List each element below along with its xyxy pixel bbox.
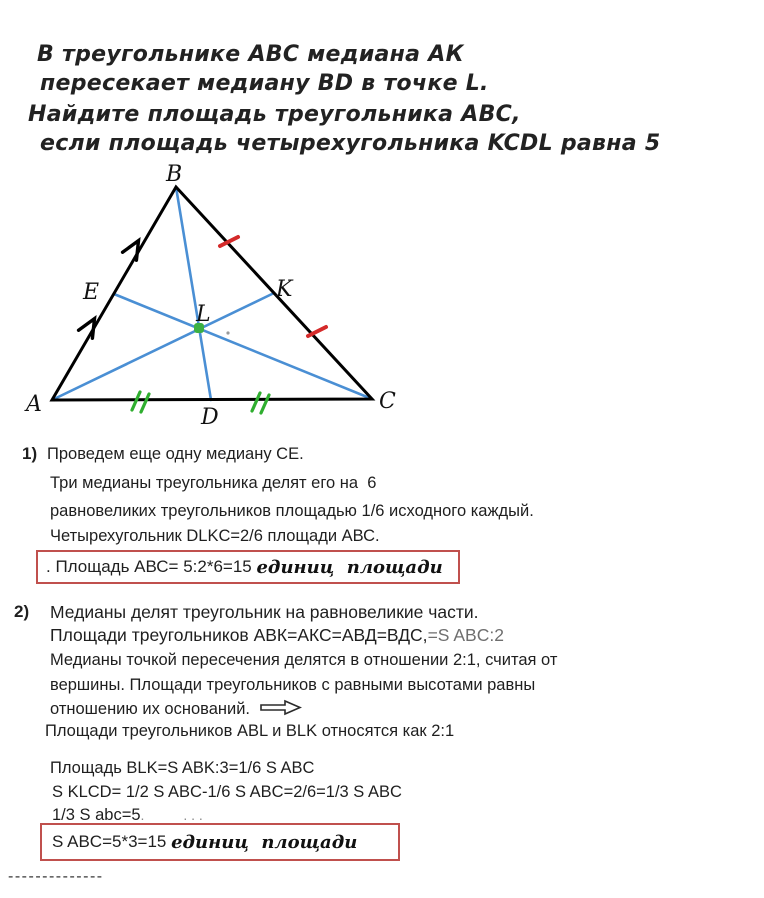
solution2-line-2-tail: =S ABC:2 <box>427 625 504 645</box>
solution1-line-1: Проведем еще одну медиану СЕ. <box>47 445 304 463</box>
label-a: A <box>26 392 42 417</box>
title-line-4: если площадь четырехугольника KCDL равна 5 <box>40 131 661 156</box>
triangle-sides <box>52 187 372 400</box>
triangle-diagram <box>0 150 450 435</box>
answer-box-2 <box>40 823 400 861</box>
solution2-line-4: вершины. Площади треугольников с равными высотами равны <box>50 676 536 694</box>
solution2-formula-3-text: 1/3 S abc=5 <box>52 806 141 824</box>
answer1-units: единиц площади <box>256 556 443 578</box>
solution2-line-3: Медианы точкой пересечения делятся в отношении 2:1, считая от <box>50 651 558 669</box>
title-line-2: пересекает медиану BD в точке L. <box>40 71 489 96</box>
stray-dot <box>226 331 229 334</box>
solution2-line-5 <box>50 699 302 719</box>
title-line-3: Найдите площадь треугольника АВС, <box>28 102 521 127</box>
label-l: L <box>196 302 211 327</box>
answer2-units: единиц площади <box>171 831 358 853</box>
solution1-number: 1) <box>22 444 38 463</box>
label-b: B <box>166 162 183 187</box>
solution2-formula-1: Площадь BLK=S ABK:3=1/6 S ABC <box>50 759 315 777</box>
median-ce <box>114 294 372 399</box>
solution2-line-6: Площади треугольников ABL и BLK относятся как 2:1 <box>45 722 455 740</box>
separator-dashes: -------------- <box>8 868 104 885</box>
label-e: E <box>83 280 100 305</box>
ad-tick-2 <box>141 394 149 412</box>
dc-tick-2 <box>261 395 269 413</box>
solution2-line-2 <box>50 625 504 646</box>
medians <box>52 187 372 400</box>
solution1-line-3: равновеликих треугольников площадью 1/6 исходного каждый. <box>50 502 534 520</box>
answer1-text: . Площадь АВС= 5:2*6=15 <box>46 557 257 576</box>
dc-tick-1 <box>252 393 260 411</box>
title-line-1: В треугольнике АВС медиана АК <box>37 42 464 67</box>
solution2-number: 2) <box>14 602 30 621</box>
label-d: D <box>201 405 219 430</box>
solution2-line-5-text: отношению их оснований. <box>50 700 251 718</box>
solution1-line-4: Четырехугольник DLKC=2/6 площади АВС. <box>50 527 380 545</box>
label-k: K <box>276 277 293 302</box>
answer2-text: S ABC=5*3=15 <box>52 832 172 851</box>
answer-box-1 <box>36 550 460 584</box>
implies-arrow-icon <box>260 699 302 716</box>
solution2-formula-3-dots: . . . . <box>140 807 203 823</box>
solution1-line-2: Три медианы треугольника делят его на 6 <box>50 474 377 492</box>
label-c: C <box>379 389 396 414</box>
solution2-line-2-main: Площади треугольников АВК=АКС=АВД=ВДС, <box>50 625 428 645</box>
solution2-formula-2: S KLCD= 1/2 S ABC-1/6 S ABC=2/6=1/3 S ABC <box>52 783 402 801</box>
solution2-line-1: Медианы делят треугольник на равновеликие части. <box>50 602 479 622</box>
